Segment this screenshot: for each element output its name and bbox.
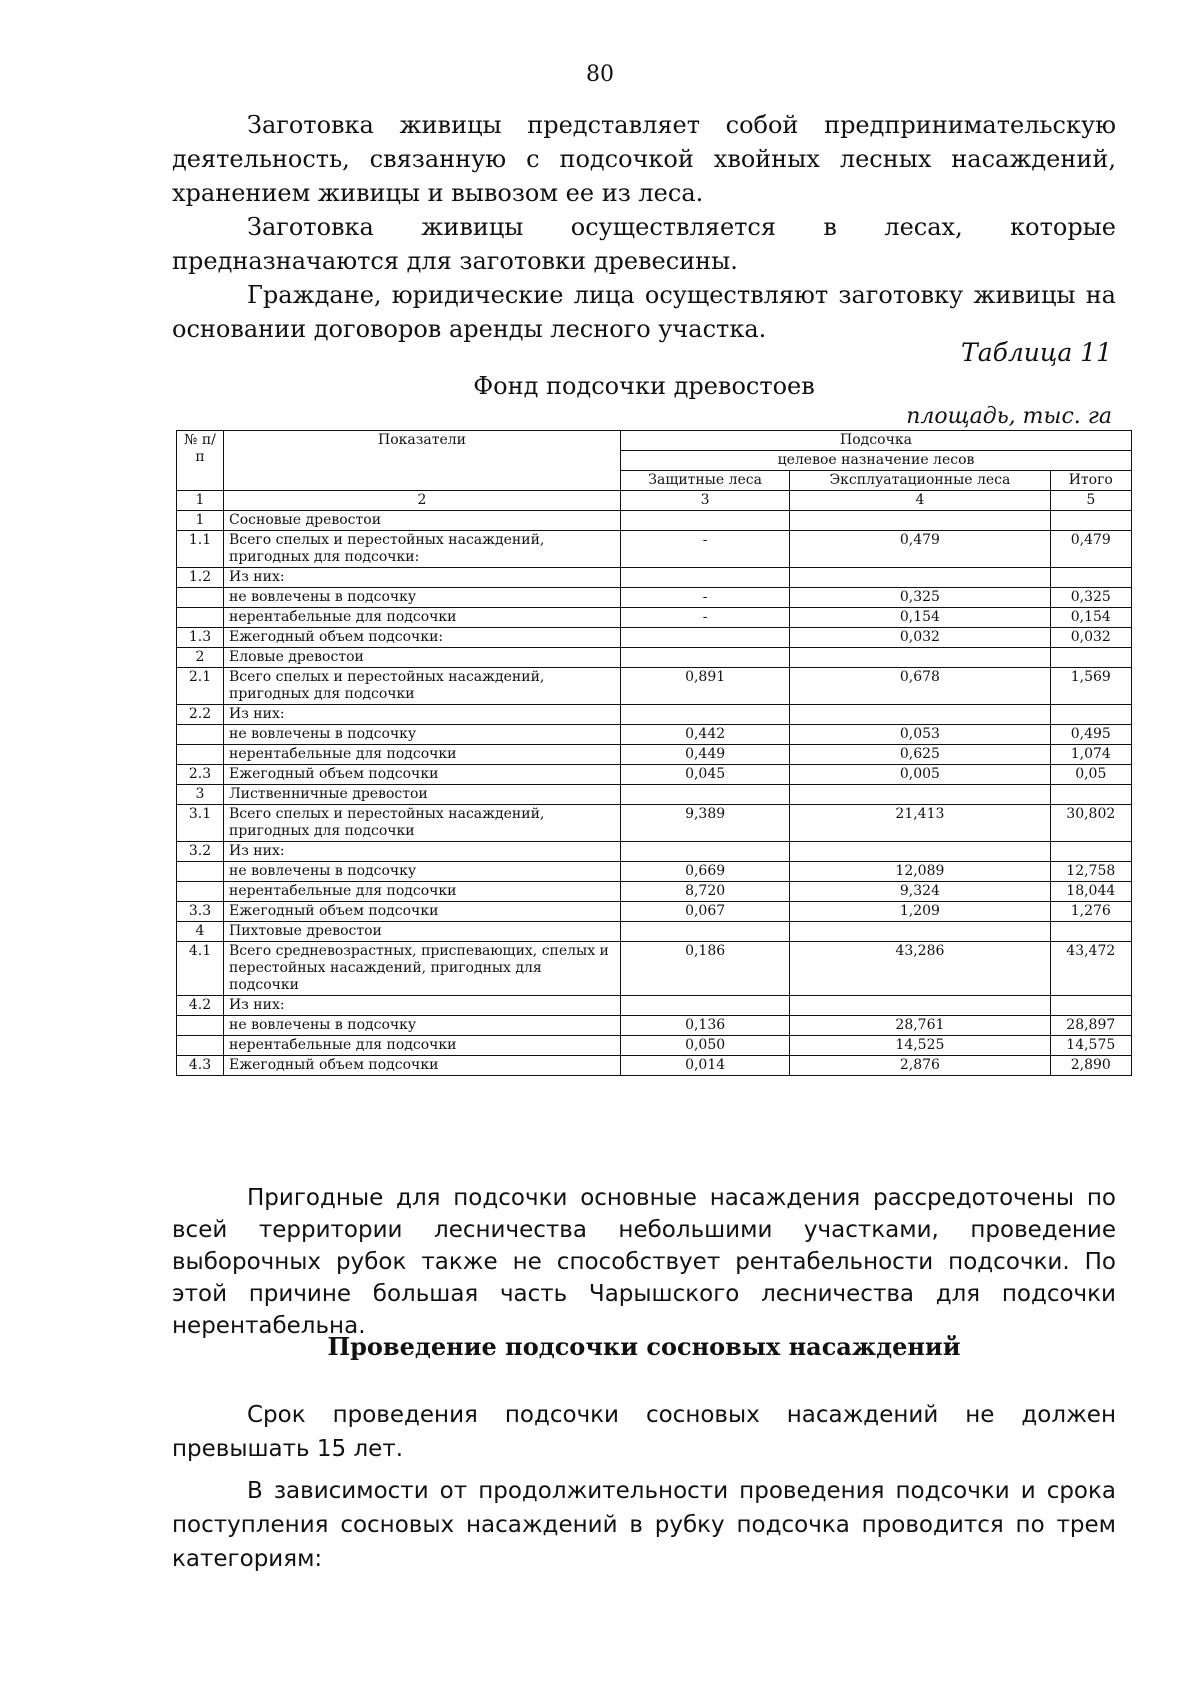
row-protective-cell: 0,891 [621, 668, 790, 705]
row-number-cell: 3.1 [177, 805, 224, 842]
row-protective-cell: 0,186 [621, 942, 790, 996]
row-number-cell: 1.2 [177, 568, 224, 588]
row-protective-cell: 0,014 [621, 1056, 790, 1076]
table-row [177, 668, 1132, 705]
row-number-cell [177, 1016, 224, 1036]
row-total-cell [1050, 568, 1131, 588]
row-total-cell: 30,802 [1050, 805, 1131, 842]
row-total-cell: 43,472 [1050, 942, 1131, 996]
after-table-text [172, 1182, 1116, 1342]
row-exploitation-cell: 14,525 [790, 1036, 1050, 1056]
row-protective-cell: 0,067 [621, 902, 790, 922]
table-row [177, 1016, 1132, 1036]
table-row [177, 511, 1132, 531]
header-protective: Защитные леса [621, 471, 790, 491]
table-row [177, 648, 1132, 668]
row-protective-cell [621, 511, 790, 531]
intro-paragraph: Заготовка живицы осуществляется в лесах, которые предназначаются для заготовки древесины. [172, 213, 1116, 275]
row-total-cell: 28,897 [1050, 1016, 1131, 1036]
row-exploitation-cell: 2,876 [790, 1056, 1050, 1076]
row-protective-cell [621, 568, 790, 588]
row-indicator-cell: нерентабельные для подсочки [224, 882, 621, 902]
row-number-cell: 1 [177, 511, 224, 531]
row-indicator-cell: Ежегодный объем подсочки [224, 1056, 621, 1076]
table-row [177, 902, 1132, 922]
table-row [177, 765, 1132, 785]
row-exploitation-cell: 0,625 [790, 745, 1050, 765]
row-exploitation-cell: 9,324 [790, 882, 1050, 902]
table-row [177, 568, 1132, 588]
row-protective-cell: 0,669 [621, 862, 790, 882]
row-total-cell: 18,044 [1050, 882, 1131, 902]
col-number: 3 [621, 491, 790, 511]
row-number-cell: 2.1 [177, 668, 224, 705]
table-row [177, 882, 1132, 902]
row-number-cell [177, 1036, 224, 1056]
row-protective-cell [621, 785, 790, 805]
row-number-cell: 4 [177, 922, 224, 942]
row-number-cell [177, 608, 224, 628]
row-total-cell: 14,575 [1050, 1036, 1131, 1056]
table-units: площадь, тыс. га [906, 404, 1112, 429]
row-number-cell: 3.3 [177, 902, 224, 922]
row-total-cell: 0,05 [1050, 765, 1131, 785]
table-row [177, 725, 1132, 745]
table-row [177, 805, 1132, 842]
row-protective-cell: 0,442 [621, 725, 790, 745]
table-label: Таблица 11 [961, 338, 1112, 367]
row-protective-cell [621, 922, 790, 942]
row-indicator-cell: Сосновые древостои [224, 511, 621, 531]
row-protective-cell: 8,720 [621, 882, 790, 902]
row-protective-cell: 0,045 [621, 765, 790, 785]
after-table-paragraph: Пригодные для подсочки основные насаждения рассредоточены по всей территории лесничества небольшими участками, проведение выборочных рубок также не способствует рентабельности подсочки. По этой причине большая часть Чарышского лесничества для подсочки нерентабельна. [172, 1185, 1116, 1339]
row-indicator-cell: Всего спелых и перестойных насаждений, пригодных для подсочки: [224, 531, 621, 568]
row-protective-cell [621, 705, 790, 725]
row-number-cell [177, 882, 224, 902]
row-indicator-cell: Всего спелых и перестойных насаждений, пригодных для подсочки [224, 668, 621, 705]
row-total-cell [1050, 785, 1131, 805]
table-row [177, 842, 1132, 862]
row-total-cell [1050, 922, 1131, 942]
row-number-cell: 2.3 [177, 765, 224, 785]
row-protective-cell: 0,449 [621, 745, 790, 765]
header-indicators: Показатели [224, 431, 621, 491]
row-exploitation-cell: 0,005 [790, 765, 1050, 785]
table-row [177, 588, 1132, 608]
table-row [177, 785, 1132, 805]
row-exploitation-cell: 1,209 [790, 902, 1050, 922]
row-indicator-cell: Из них: [224, 705, 621, 725]
row-indicator-cell: не вовлечены в подсочку [224, 1016, 621, 1036]
row-indicator-cell: Из них: [224, 568, 621, 588]
table-row [177, 628, 1132, 648]
row-number-cell: 3.2 [177, 842, 224, 862]
row-protective-cell: - [621, 588, 790, 608]
header-num: № п/п [177, 431, 224, 491]
row-number-cell: 2.2 [177, 705, 224, 725]
row-exploitation-cell [790, 648, 1050, 668]
table-title: Фонд подсочки древостоев [473, 372, 815, 400]
row-number-cell: 4.2 [177, 996, 224, 1016]
col-number: 4 [790, 491, 1050, 511]
section-text [172, 1398, 1116, 1584]
row-indicator-cell: Еловые древостои [224, 648, 621, 668]
header-total: Итого [1050, 471, 1131, 491]
row-number-cell [177, 745, 224, 765]
row-protective-cell: 0,050 [621, 1036, 790, 1056]
row-exploitation-cell: 21,413 [790, 805, 1050, 842]
table-row [177, 745, 1132, 765]
row-total-cell: 2,890 [1050, 1056, 1131, 1076]
row-indicator-cell: Пихтовые древостои [224, 922, 621, 942]
row-indicator-cell: Из них: [224, 842, 621, 862]
intro-paragraph: Граждане, юридические лица осуществляют заготовку живицы на основании договоров аренды лесного участка. [172, 281, 1116, 343]
row-exploitation-cell: 0,479 [790, 531, 1050, 568]
row-exploitation-cell: 0,678 [790, 668, 1050, 705]
row-number-cell [177, 862, 224, 882]
table-row [177, 608, 1132, 628]
row-exploitation-cell: 0,032 [790, 628, 1050, 648]
row-indicator-cell: Ежегодный объем подсочки [224, 765, 621, 785]
row-indicator-cell: нерентабельные для подсочки [224, 745, 621, 765]
row-exploitation-cell: 28,761 [790, 1016, 1050, 1036]
intro-text [172, 108, 1116, 346]
row-number-cell: 3 [177, 785, 224, 805]
table-row [177, 922, 1132, 942]
row-indicator-cell: Ежегодный объем подсочки: [224, 628, 621, 648]
row-total-cell: 0,479 [1050, 531, 1131, 568]
row-indicator-cell: Всего средневозрастных, приспевающих, спелых и перестойных насаждений, пригодных для подсочки [224, 942, 621, 996]
row-total-cell: 1,276 [1050, 902, 1131, 922]
row-indicator-cell: Всего спелых и перестойных насаждений, пригодных для подсочки [224, 805, 621, 842]
row-exploitation-cell: 0,325 [790, 588, 1050, 608]
row-protective-cell [621, 842, 790, 862]
row-total-cell [1050, 842, 1131, 862]
header-exploitation: Эксплуатационные леса [790, 471, 1050, 491]
row-indicator-cell: не вовлечены в подсочку [224, 862, 621, 882]
row-total-cell: 0,032 [1050, 628, 1131, 648]
row-exploitation-cell [790, 568, 1050, 588]
row-total-cell [1050, 648, 1131, 668]
table-row [177, 1036, 1132, 1056]
table-row [177, 996, 1132, 1016]
table-body [177, 511, 1132, 1076]
row-total-cell: 0,154 [1050, 608, 1131, 628]
row-indicator-cell: нерентабельные для подсочки [224, 608, 621, 628]
row-protective-cell: 9,389 [621, 805, 790, 842]
row-number-cell: 1.3 [177, 628, 224, 648]
row-number-cell: 2 [177, 648, 224, 668]
row-exploitation-cell [790, 511, 1050, 531]
row-exploitation-cell: 0,053 [790, 725, 1050, 745]
table-row [177, 862, 1132, 882]
section-heading: Проведение подсочки сосновых насаждений [327, 1332, 961, 1361]
row-indicator-cell: не вовлечены в подсочку [224, 725, 621, 745]
row-indicator-cell: Из них: [224, 996, 621, 1016]
page-number: 80 [586, 62, 614, 87]
row-protective-cell: 0,136 [621, 1016, 790, 1036]
row-number-cell: 4.3 [177, 1056, 224, 1076]
row-number-cell [177, 725, 224, 745]
row-indicator-cell: нерентабельные для подсочки [224, 1036, 621, 1056]
col-number: 2 [224, 491, 621, 511]
row-number-cell [177, 588, 224, 608]
row-protective-cell: - [621, 608, 790, 628]
row-exploitation-cell: 0,154 [790, 608, 1050, 628]
row-exploitation-cell [790, 705, 1050, 725]
row-exploitation-cell: 12,089 [790, 862, 1050, 882]
row-indicator-cell: не вовлечены в подсочку [224, 588, 621, 608]
row-indicator-cell: Ежегодный объем подсочки [224, 902, 621, 922]
row-number-cell: 4.1 [177, 942, 224, 996]
row-exploitation-cell [790, 842, 1050, 862]
table-row [177, 942, 1132, 996]
header-purpose: целевое назначение лесов [621, 451, 1132, 471]
row-total-cell: 0,495 [1050, 725, 1131, 745]
header-tapping: Подсочка [621, 431, 1132, 451]
row-number-cell: 1.1 [177, 531, 224, 568]
section-paragraph: Срок проведения подсочки сосновых насаждений не должен превышать 15 лет. [172, 1402, 1116, 1462]
row-indicator-cell: Лиственничные древостои [224, 785, 621, 805]
row-exploitation-cell: 43,286 [790, 942, 1050, 996]
row-total-cell: 12,758 [1050, 862, 1131, 882]
row-exploitation-cell [790, 922, 1050, 942]
row-total-cell: 1,569 [1050, 668, 1131, 705]
row-total-cell: 1,074 [1050, 745, 1131, 765]
table-row [177, 531, 1132, 568]
row-total-cell: 0,325 [1050, 588, 1131, 608]
intro-paragraph: Заготовка живицы представляет собой предпринимательскую деятельность, связанную с подсочкой хвойных лесных насаждений, хранением живицы и вывозом ее из леса. [172, 111, 1116, 207]
row-protective-cell: - [621, 531, 790, 568]
col-number: 5 [1050, 491, 1131, 511]
row-protective-cell [621, 628, 790, 648]
tapping-fund-table [176, 430, 1132, 1076]
row-protective-cell [621, 648, 790, 668]
table-row [177, 705, 1132, 725]
section-paragraph: В зависимости от продолжительности проведения подсочки и срока поступления сосновых насаждений в рубку подсочка проводится по трем категориям: [172, 1478, 1116, 1572]
row-total-cell [1050, 511, 1131, 531]
row-exploitation-cell [790, 785, 1050, 805]
row-total-cell [1050, 705, 1131, 725]
row-total-cell [1050, 996, 1131, 1016]
table-row [177, 1056, 1132, 1076]
col-number: 1 [177, 491, 224, 511]
row-protective-cell [621, 996, 790, 1016]
row-exploitation-cell [790, 996, 1050, 1016]
